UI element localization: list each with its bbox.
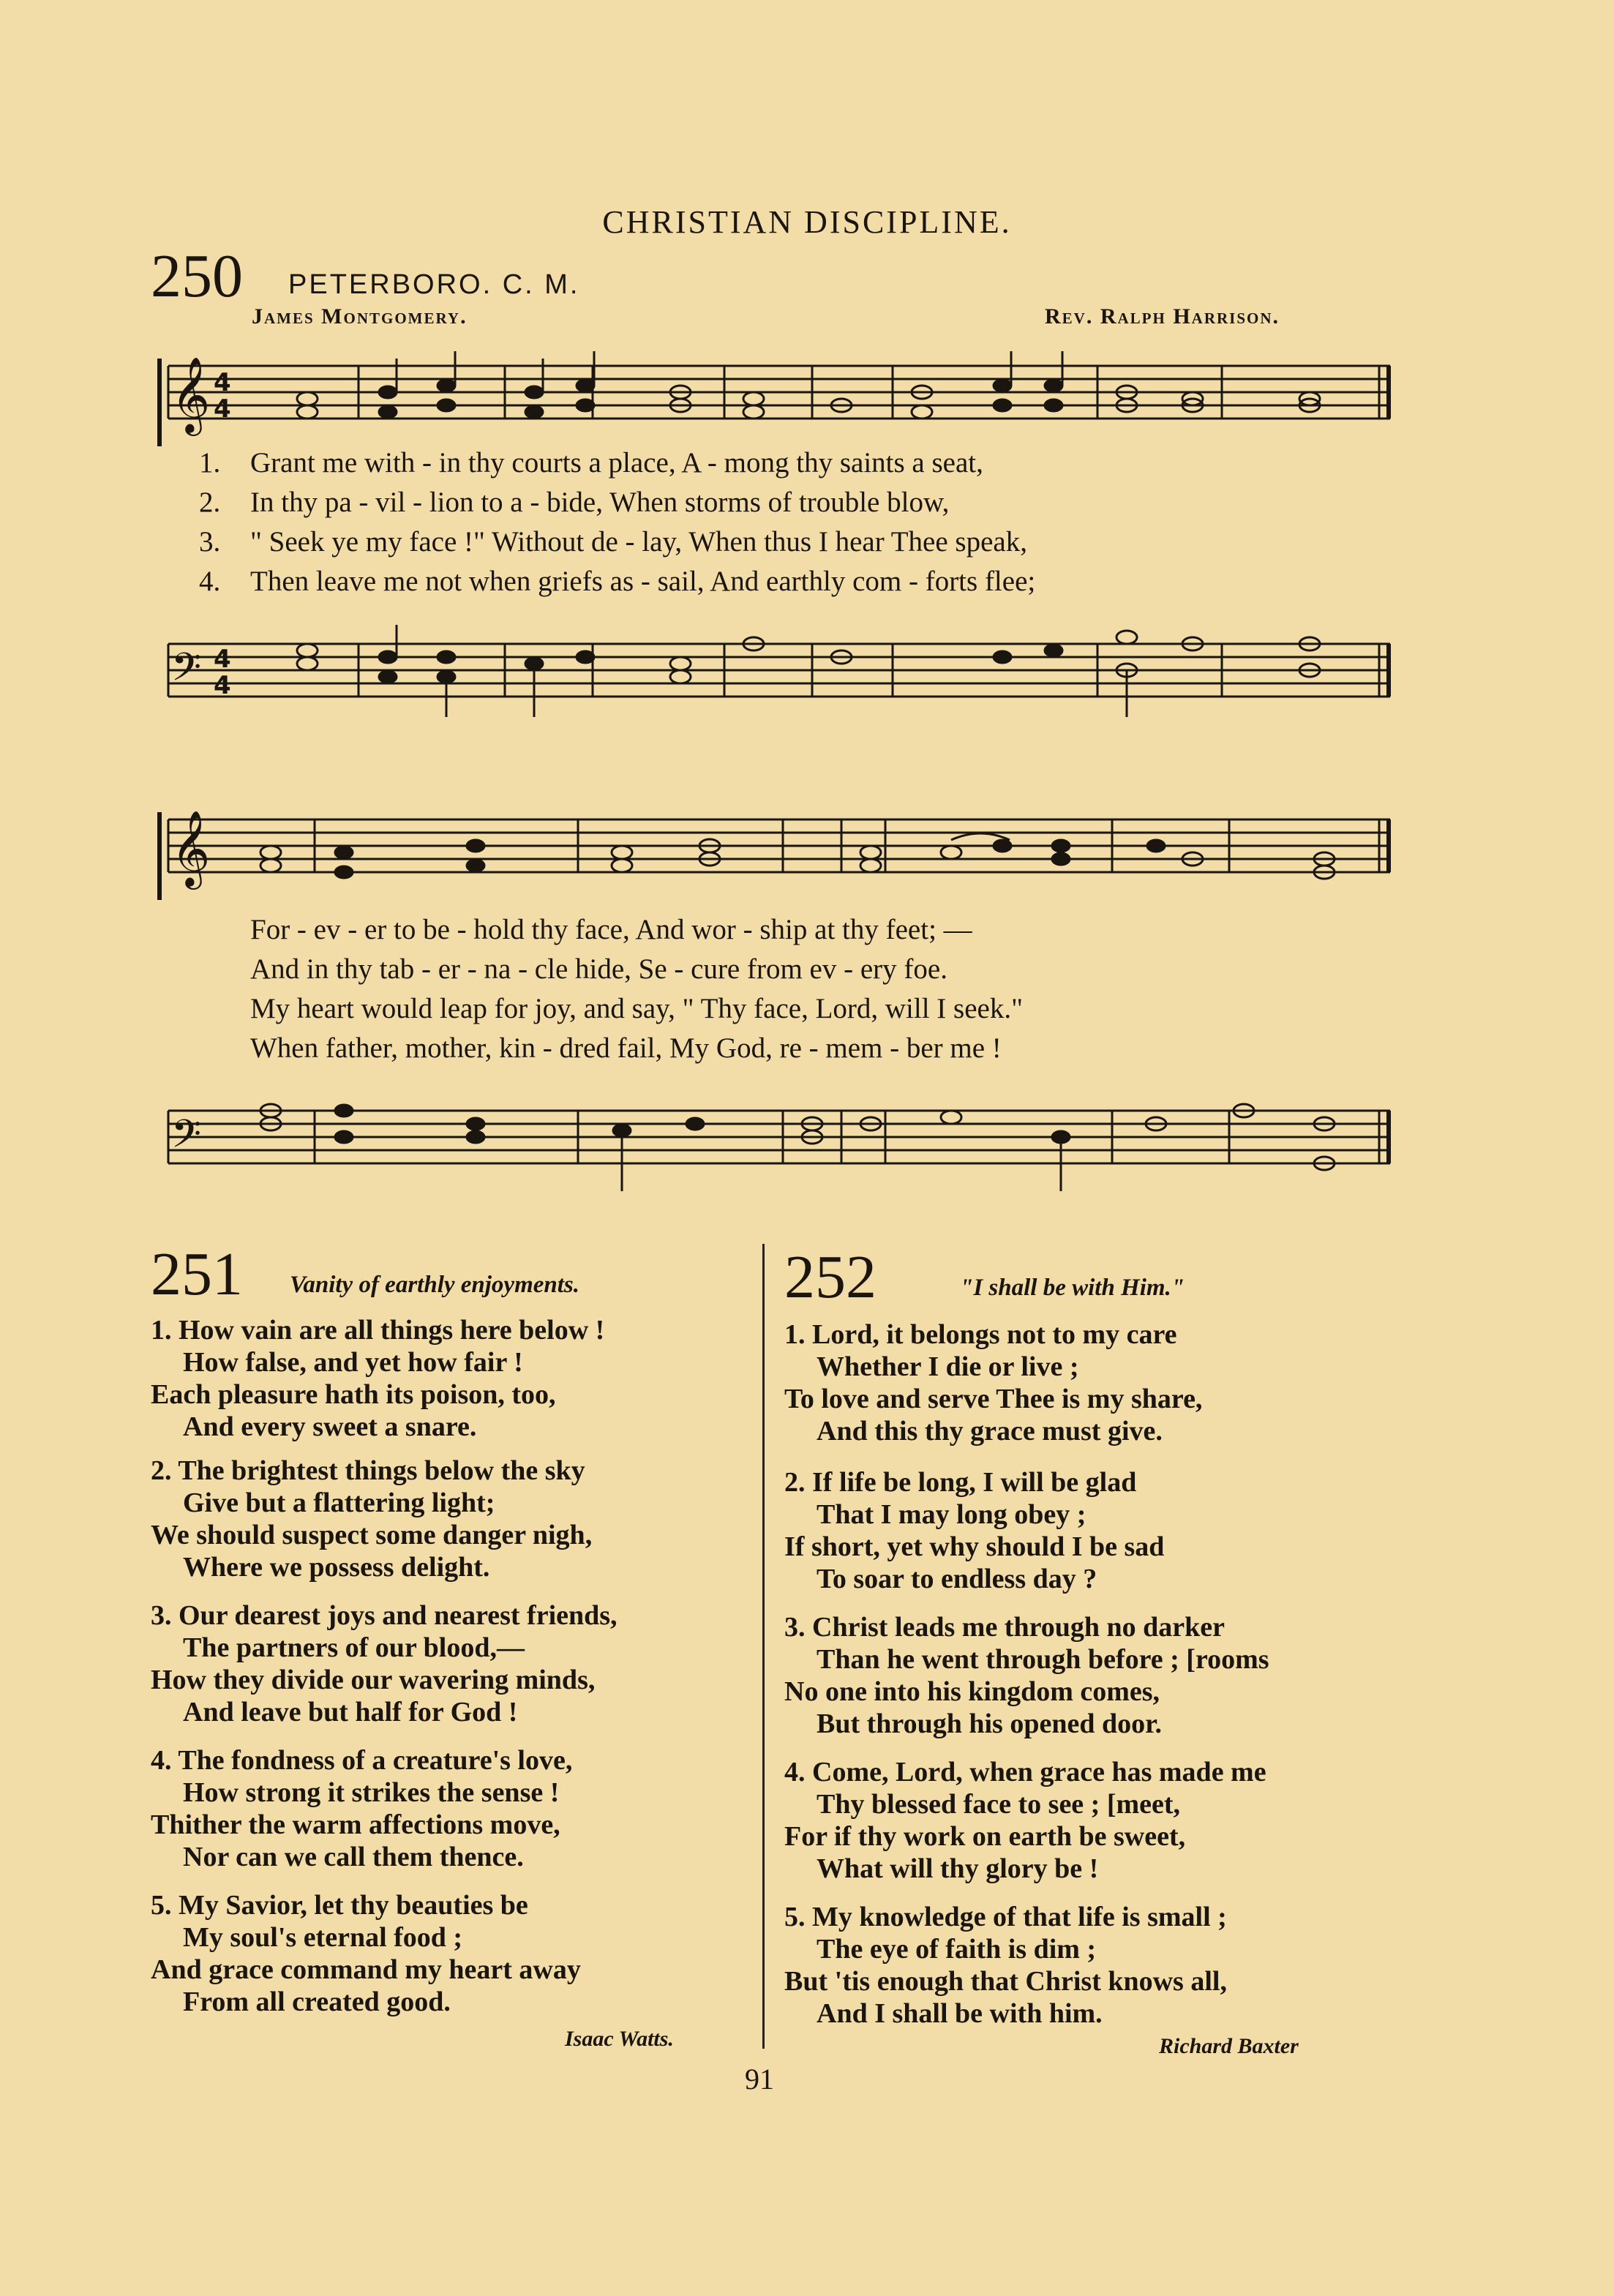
verse-line: But through his opened door.: [817, 1708, 1162, 1739]
stanza-number: 5.: [784, 1902, 806, 1932]
hymn-252-title: "I shall be with Him.": [960, 1275, 1185, 1301]
hymn-251-author: Isaac Watts.: [565, 2027, 674, 2051]
hymn-252-stanza-4: [784, 1756, 1266, 1885]
staff-bass-2: [154, 1081, 1397, 1206]
stanza-number: 2.: [151, 1455, 172, 1486]
verse-line: The fondness of a creature's love,: [178, 1745, 573, 1776]
verse-line: And grace command my heart away: [151, 1954, 581, 1985]
verse-line: How strong it strikes the sense !: [183, 1777, 560, 1808]
verse-line: What will thy glory be !: [817, 1853, 1099, 1884]
svg-text:4: 4: [214, 368, 231, 397]
hymn-250-composer: Rev. Ralph Harrison.: [1045, 304, 1280, 329]
verse-line: Each pleasure hath its poison, too,: [151, 1379, 556, 1410]
lyric-line: In thy pa - vil - lion to a - bide, When storms of trouble blow,: [250, 487, 950, 518]
verse-line: And leave but half for God !: [183, 1697, 518, 1727]
verse-line: No one into his kingdom comes,: [784, 1676, 1160, 1707]
svg-text:𝄞: 𝄞: [171, 356, 211, 433]
section-heading: CHRISTIAN DISCIPLINE.: [602, 204, 1012, 240]
verse-line: If short, yet why should I be sad: [784, 1531, 1165, 1562]
staff-bass-1: [154, 615, 1397, 732]
verse-line: We should suspect some danger nigh,: [151, 1520, 593, 1550]
svg-text:𝄢: 𝄢: [171, 1112, 202, 1166]
verse-number: 2.: [199, 487, 221, 518]
svg-text:4: 4: [214, 671, 231, 700]
verse-line: Whether I die or live ;: [817, 1351, 1079, 1382]
hymn-252-author: Richard Baxter: [1159, 2034, 1299, 2058]
hymn-251-title: Vanity of earthly enjoyments.: [290, 1272, 579, 1298]
verse-line: My Savior, let thy beauties be: [179, 1890, 528, 1921]
verse-line: The eye of faith is dim ;: [817, 1934, 1097, 1965]
verse-line: The partners of our blood,—: [183, 1632, 525, 1663]
hymn-250-lyric-b-1: For - ev - er to be - hold thy face, And wor - ship at thy feet; —: [250, 914, 972, 945]
verse-line: Christ leads me through no darker: [812, 1612, 1225, 1643]
verse-line: But 'tis enough that Christ knows all,: [784, 1966, 1227, 1997]
verse-line: Thither the warm affections move,: [151, 1809, 560, 1840]
lyric-line: " Seek ye my face !" Without de - lay, When thus I hear Thee speak,: [250, 526, 1027, 558]
column-divider: [762, 1244, 765, 2049]
hymn-251-stanza-2: [151, 1455, 592, 1583]
verse-line: My soul's eternal food ;: [183, 1922, 463, 1953]
verse-line: If life be long, I will be glad: [812, 1467, 1137, 1498]
verse-line: Thy blessed face to see ; [meet,: [817, 1789, 1181, 1820]
hymn-251-stanza-1: [151, 1314, 604, 1443]
verse-line: Than he went through before ; [rooms: [817, 1644, 1269, 1675]
verse-line: Give but a flattering light;: [183, 1487, 495, 1518]
hymn-250-lyric-b-2: And in thy tab - er - na - cle hide, Se - cure from ev - ery foe.: [250, 953, 947, 985]
hymn-250-lyric-a-3: [199, 525, 1027, 558]
verse-number: 3.: [199, 526, 221, 558]
svg-text:𝄢: 𝄢: [171, 645, 202, 699]
stanza-number: 2.: [784, 1467, 806, 1498]
verse-line: And every sweet a snare.: [183, 1411, 477, 1442]
verse-line: That I may long obey ;: [817, 1499, 1086, 1530]
verse-line: How they divide our wavering minds,: [151, 1665, 596, 1695]
stanza-number: 3.: [784, 1612, 806, 1643]
hymn-250-author: James Montgomery.: [252, 304, 468, 329]
hymn-250-lyric-a-1: [199, 446, 983, 479]
verse-line: For if thy work on earth be sweet,: [784, 1821, 1186, 1852]
verse-line: To love and serve Thee is my share,: [784, 1384, 1203, 1414]
hymn-251-stanza-3: [151, 1599, 618, 1728]
hymn-250-lyric-a-2: [199, 486, 949, 519]
verse-line: Nor can we call them thence.: [183, 1842, 524, 1872]
hymn-250-lyric-a-4: [199, 565, 1035, 598]
hymn-250-number: 250: [151, 242, 243, 310]
hymn-252-stanza-3: [784, 1611, 1269, 1740]
stanza-number: 3.: [151, 1600, 172, 1631]
stanza-number: 5.: [151, 1890, 172, 1921]
hymn-250-lyric-b-3: My heart would leap for joy, and say, " Thy face, Lord, will I seek.": [250, 993, 1024, 1024]
verse-line: Our dearest joys and nearest friends,: [179, 1600, 618, 1631]
verse-line: Lord, it belongs not to my care: [812, 1319, 1177, 1350]
hymn-251-number: 251: [151, 1240, 243, 1308]
hymn-250-tune: PETERBORO. C. M.: [288, 269, 580, 300]
staff-treble-1: [154, 344, 1397, 454]
hymn-252-stanza-2: [784, 1466, 1164, 1595]
stanza-number: 4.: [151, 1745, 172, 1776]
verse-line: To soar to endless day ?: [817, 1564, 1097, 1594]
lyric-line: Then leave me not when griefs as - sail, And earthly com - forts flee;: [250, 566, 1036, 597]
verse-line: Where we possess delight.: [183, 1552, 490, 1583]
verse-line: How vain are all things here below !: [179, 1315, 605, 1346]
verse-line: How false, and yet how fair !: [183, 1347, 523, 1378]
stanza-number: 1.: [784, 1319, 806, 1350]
verse-number: 4.: [199, 566, 221, 597]
svg-text:4: 4: [214, 645, 231, 674]
verse-line: The brightest things below the sky: [178, 1455, 585, 1486]
stanza-number: 4.: [784, 1757, 806, 1787]
hymn-252-stanza-1: [784, 1318, 1202, 1447]
svg-text:4: 4: [214, 394, 231, 424]
hymn-251-stanza-5: [151, 1889, 581, 2018]
staff-treble-2: [154, 798, 1397, 907]
hymn-252-number: 252: [784, 1243, 877, 1311]
verse-line: From all created good.: [183, 1987, 451, 2017]
svg-text:𝄞: 𝄞: [171, 810, 211, 887]
verse-line: And I shall be with him.: [817, 1998, 1103, 2029]
verse-line: And this thy grace must give.: [817, 1416, 1163, 1447]
page-number: 91: [745, 2063, 774, 2096]
lyric-line: Grant me with - in thy courts a place, A - mong thy saints a seat,: [250, 447, 983, 479]
hymn-250-lyric-b-4: When father, mother, kin - dred fail, My God, re - mem - ber me !: [250, 1032, 1002, 1064]
verse-line: Come, Lord, when grace has made me: [812, 1757, 1266, 1787]
stanza-number: 1.: [151, 1315, 172, 1346]
verse-line: My knowledge of that life is small ;: [812, 1902, 1227, 1932]
hymn-252-stanza-5: [784, 1901, 1227, 2030]
verse-number: 1.: [199, 447, 221, 479]
hymn-251-stanza-4: [151, 1744, 572, 1873]
